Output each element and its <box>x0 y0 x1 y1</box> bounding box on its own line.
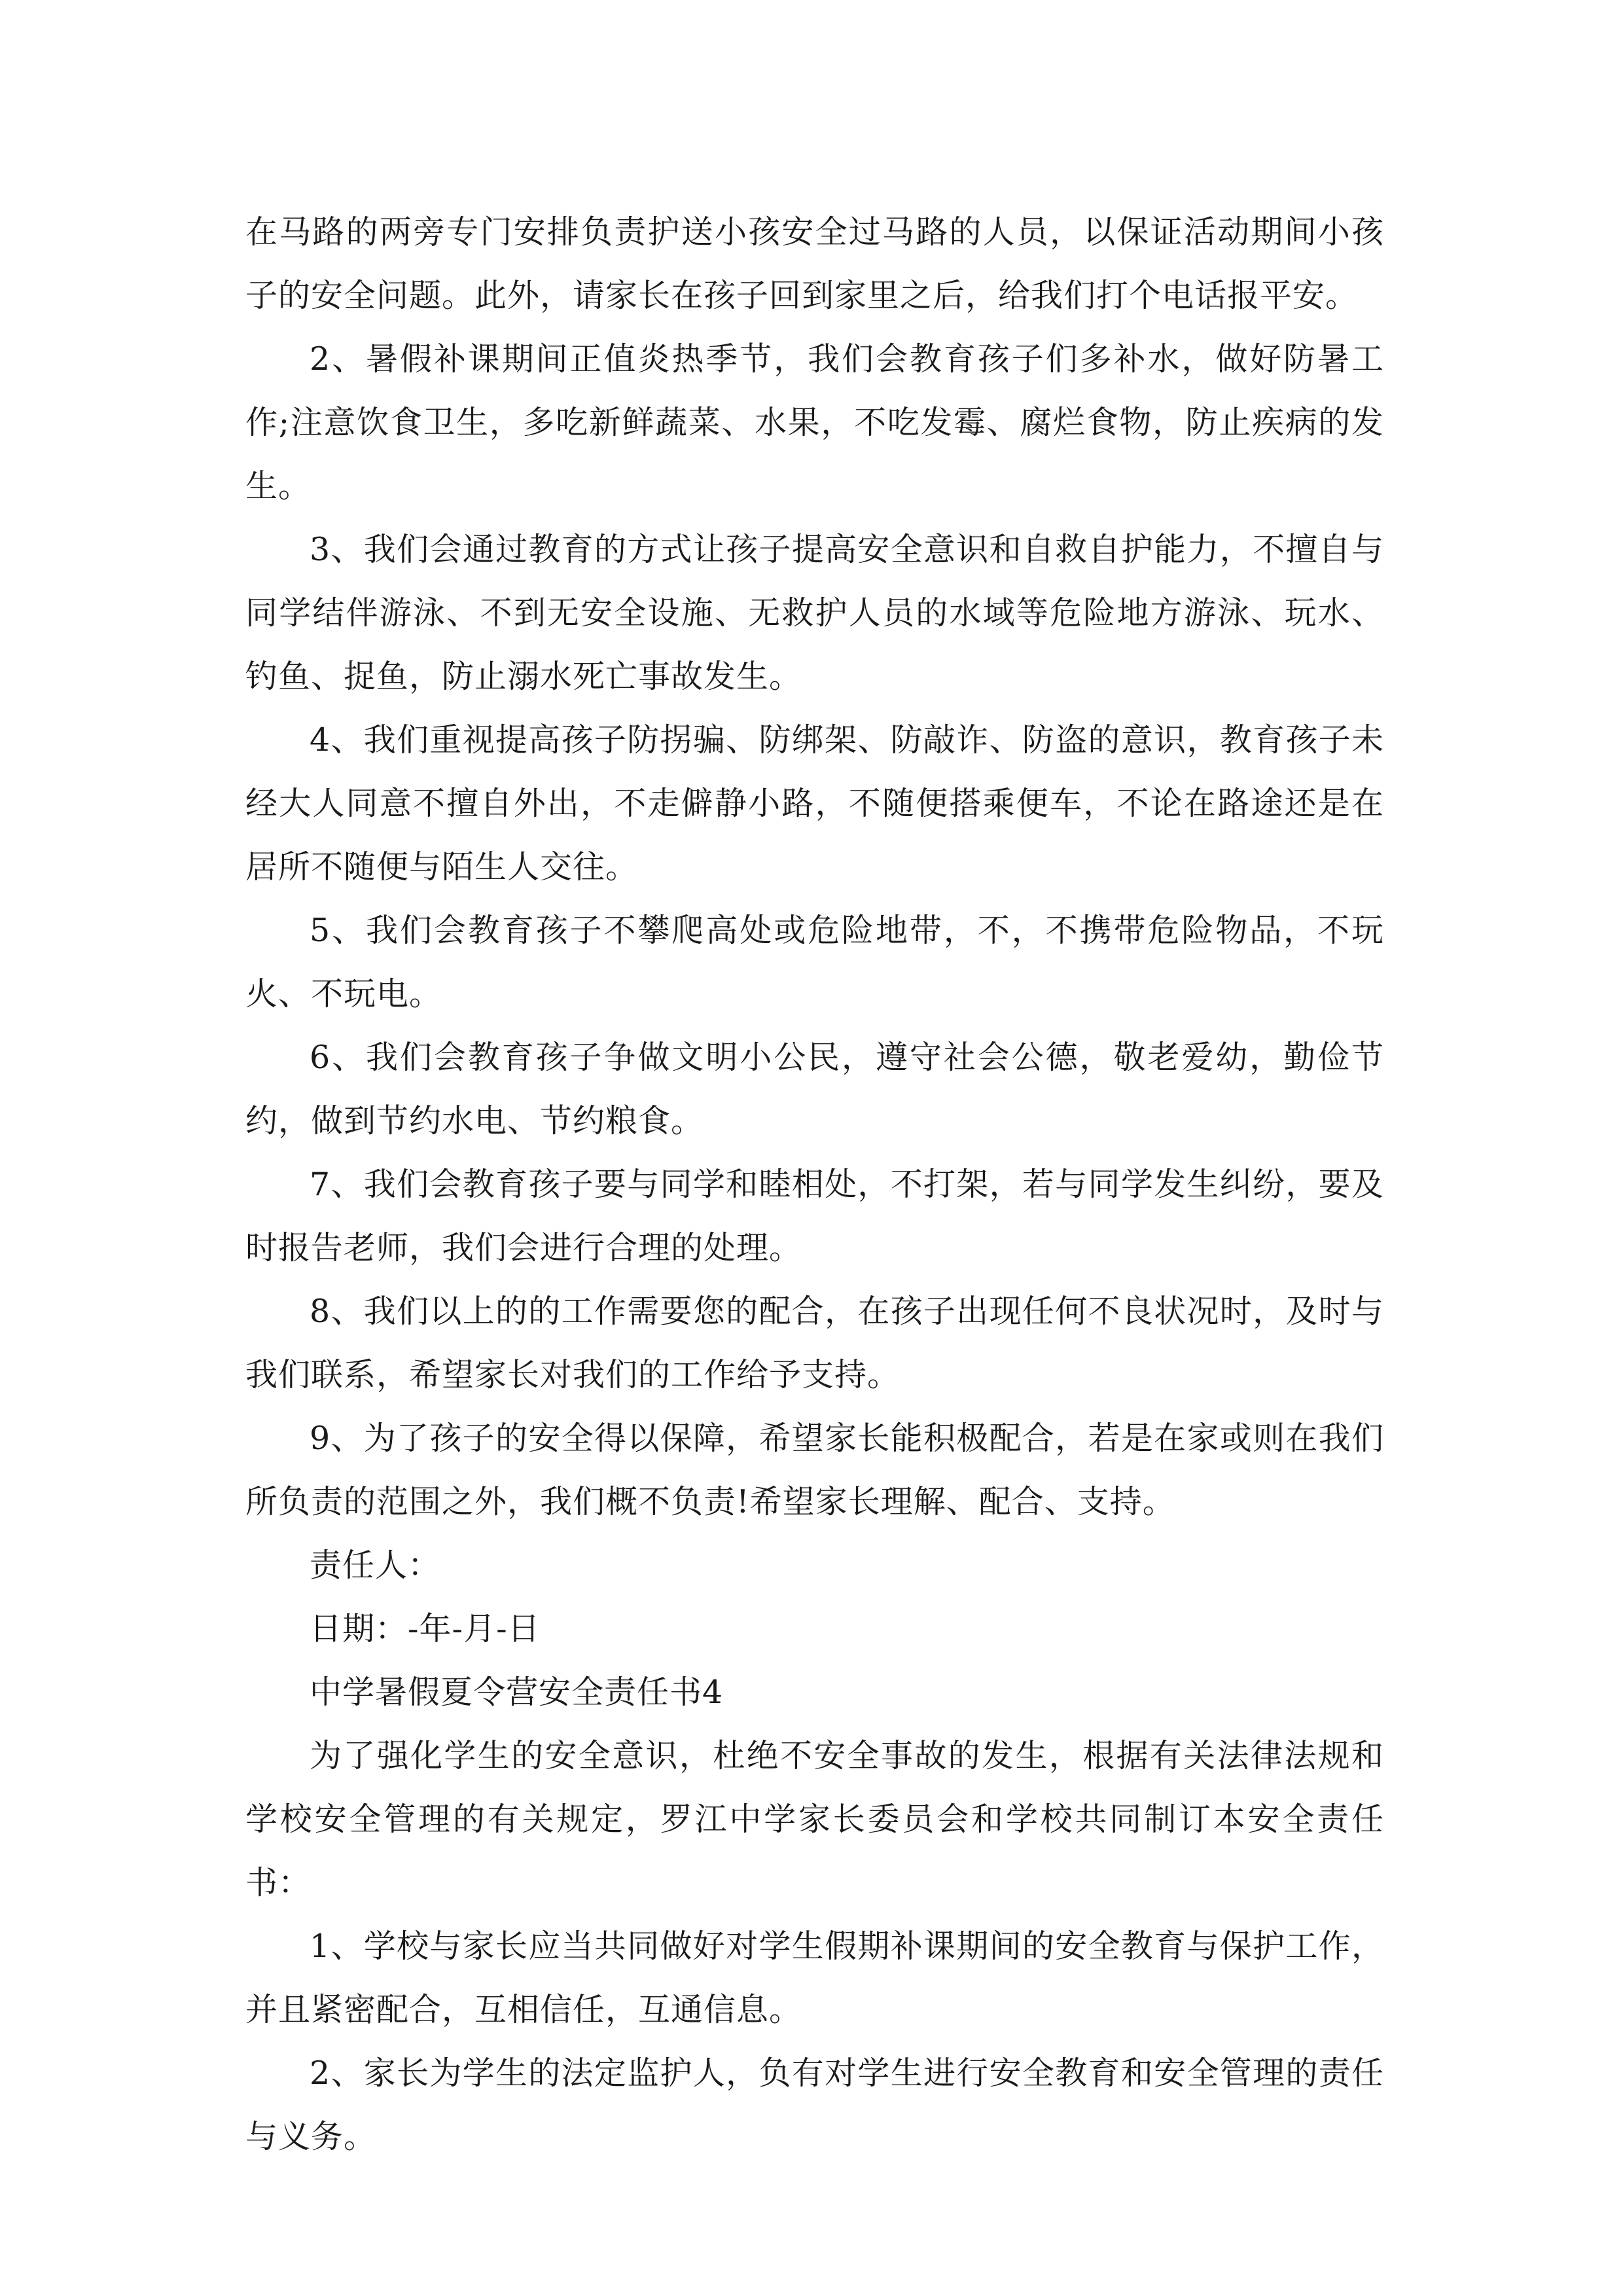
paragraph-item-8: 8、我们以上的的工作需要您的配合，在孩子出现任何不良状况时，及时与我们联系，希望家长对我们的工作给予支持。 <box>245 1293 1384 1393</box>
section-item-1: 1、学校与家长应当共同做好对学生假期补课期间的安全教育与保护工作，并且紧密配合，互相信任，互通信息。 <box>245 1928 1384 2028</box>
section-intro-paragraph: 为了强化学生的安全意识，杜绝不安全事故的发生，根据有关法律法规和学校安全管理的有关规定，罗江中学家长委员会和学校共同制订本安全责任书： <box>245 1737 1384 1901</box>
paragraph-item-3: 3、我们会通过教育的方式让孩子提高安全意识和自救自护能力，不擅自与同学结伴游泳、不到无安全设施、无救护人员的水域等危险地方游泳、玩水、钓鱼、捉鱼，防止溺水死亡事故发生。 <box>245 531 1384 695</box>
paragraph-item-2: 2、暑假补课期间正值炎热季节，我们会教育孩子们多补水，做好防暑工作;注意饮食卫生，多吃新鲜蔬菜、水果，不吃发霉、腐烂食物，防止疾病的发生。 <box>245 340 1384 505</box>
paragraph-item-5: 5、我们会教育孩子不攀爬高处或危险地带，不，不携带危险物品，不玩火、不玩电。 <box>245 912 1384 1013</box>
section-title: 中学暑假夏令营安全责任书4 <box>310 1674 724 1711</box>
responsible-person-line: 责任人： <box>310 1547 441 1584</box>
paragraph-item-4: 4、我们重视提高孩子防拐骗、防绑架、防敲诈、防盗的意识，教育孩子未经大人同意不擅自外出，不走僻静小路，不随便搭乘便车，不论在路途还是在居所不随便与陌生人交往。 <box>245 721 1384 886</box>
document-body <box>245 200 1384 2168</box>
section-item-2: 2、家长为学生的法定监护人，负有对学生进行安全教育和安全管理的责任与义务。 <box>245 2054 1384 2155</box>
paragraph-item-6: 6、我们会教育孩子争做文明小公民，遵守社会公德，敬老爱幼，勤俭节约，做到节约水电、节约粮食。 <box>245 1039 1384 1139</box>
paragraph-item-9: 9、为了孩子的安全得以保障，希望家长能积极配合，若是在家或则在我们所负责的范围之外，我们概不负责!希望家长理解、配合、支持。 <box>245 1420 1384 1520</box>
paragraph-item-7: 7、我们会教育孩子要与同学和睦相处，不打架，若与同学发生纠纷，要及时报告老师，我们会进行合理的处理。 <box>245 1166 1384 1266</box>
paragraph-continuation: 在马路的两旁专门安排负责护送小孩安全过马路的人员，以保证活动期间小孩子的安全问题。此外，请家长在孩子回到家里之后，给我们打个电话报平安。 <box>245 213 1384 314</box>
date-line: 日期：-年-月-日 <box>310 1610 541 1647</box>
